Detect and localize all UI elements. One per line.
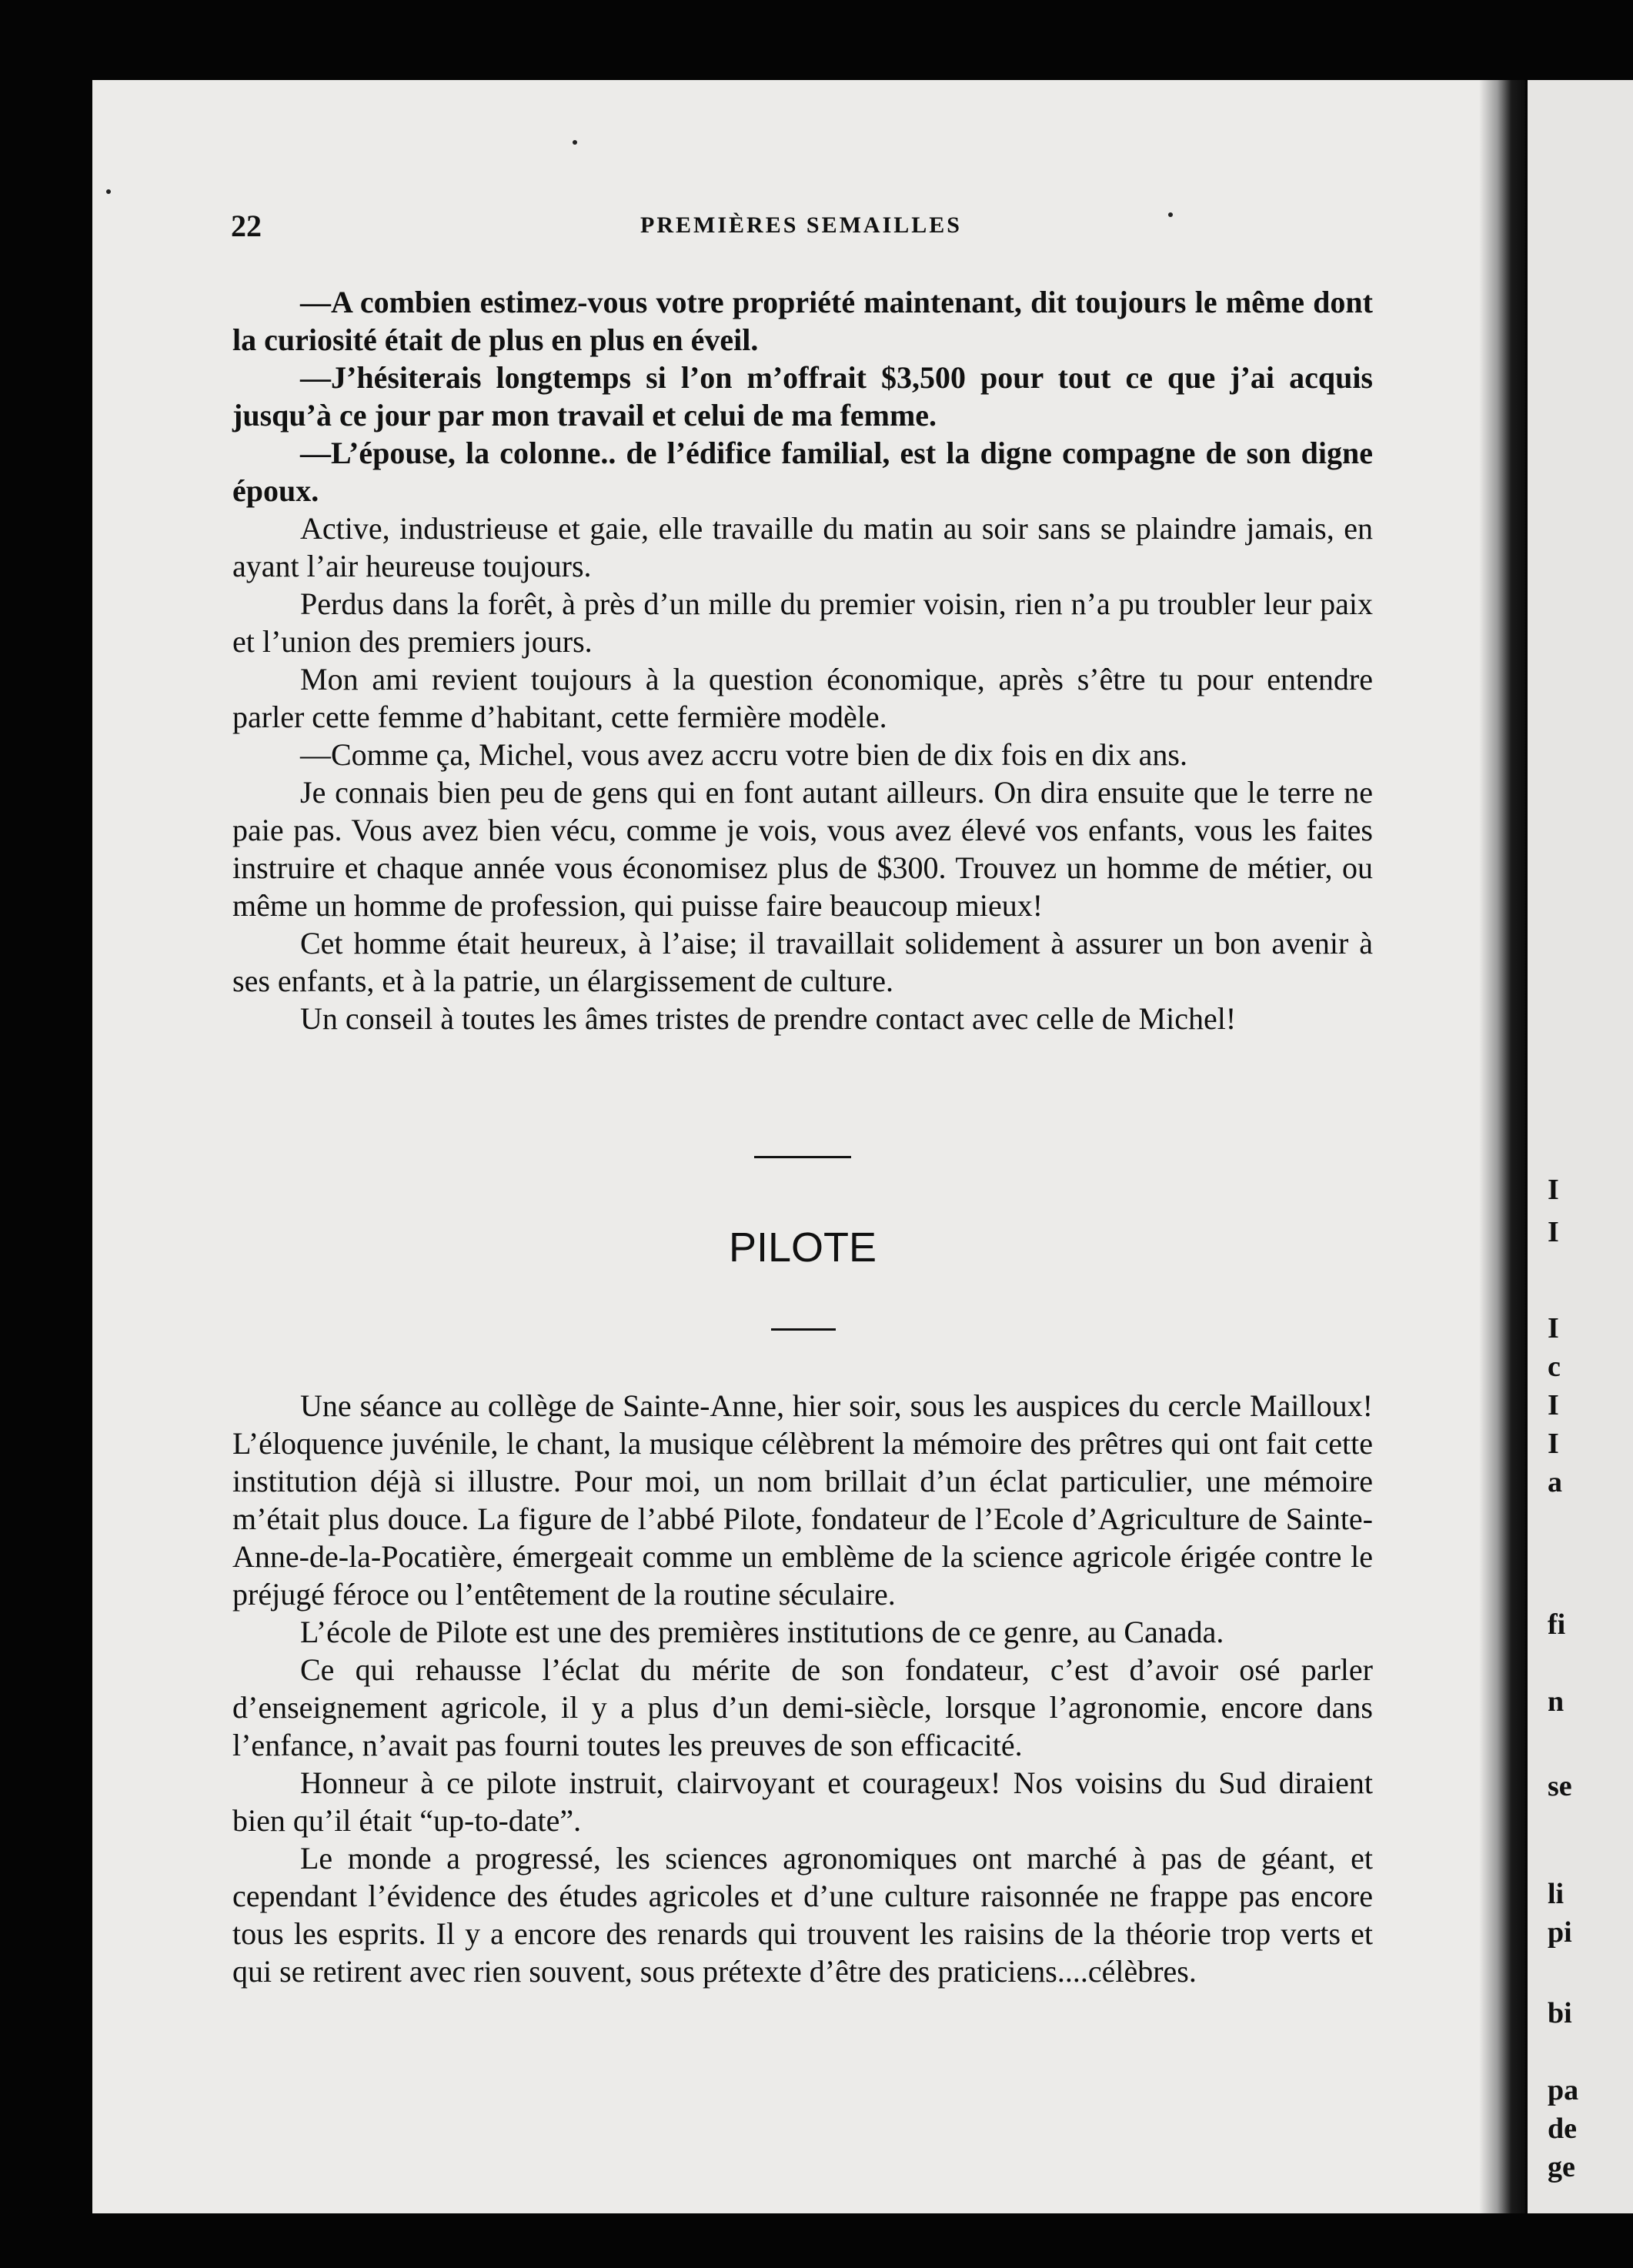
- fragment: pa: [1548, 2074, 1579, 2106]
- fragment: bi: [1548, 1997, 1572, 2029]
- paragraph: Mon ami revient toujours à la question économique, après s’être tu pour entendre parler cette femme d’habitant, cette fermière modèle.: [232, 662, 1373, 734]
- fragment: I: [1548, 1428, 1559, 1460]
- fragment: I: [1548, 1216, 1559, 1248]
- paragraph: —Comme ça, Michel, vous avez accru votre bien de dix fois en dix ans.: [300, 737, 1187, 772]
- running-header: [231, 208, 1371, 246]
- fragment: pi: [1548, 1916, 1572, 1949]
- speck: [573, 140, 577, 145]
- fragment: ge: [1548, 2151, 1575, 2183]
- book-spine: [1479, 80, 1525, 2213]
- paragraph: —L’épouse, la colonne.. de l’édifice familial, est la digne compagne de son digne époux.: [232, 436, 1373, 508]
- paragraph: Active, industrieuse et gaie, elle travaille du matin au soir sans se plaindre jamais, en ayant l’air heureuse toujours.: [232, 511, 1373, 583]
- paragraph: Une séance au collège de Sainte-Anne, hier soir, sous les auspices du cercle Mailloux! L’éloquence juvénile, le chant, la musique célèbrent la mémoire des prêtres qui ont fait cette institution déjà si illustre. Pour moi, un nom brillait d’un éclat particulier, une mémoire m’était plus douce. La figure de l’abbé Pilote, fondateur de l’Ecole d’Agriculture de Sainte-Anne-de-la-Pocatière, émergeait comme un emblème de la science agricole érigée contre le préjugé féroce ou l’entêtement de la routine séculaire.: [232, 1388, 1373, 1612]
- running-title: PREMIÈRES SEMAILLES: [640, 212, 962, 238]
- paragraph: —A combien estimez-vous votre propriété maintenant, dit toujours le même dont la curiosité était de plus en plus en éveil.: [232, 285, 1373, 357]
- paragraph: —J’hésiterais longtemps si l’on m’offrait $3,500 pour tout ce que j’ai acquis jusqu’à ce jour par mon travail et celui de ma femme.: [232, 360, 1373, 433]
- section-1-body: [232, 283, 1373, 1037]
- speck: [106, 189, 111, 194]
- separator-rule: [754, 1156, 851, 1158]
- paragraph: L’école de Pilote est une des premières institutions de ce genre, au Canada.: [300, 1615, 1224, 1649]
- facing-page-edge: [1528, 80, 1633, 2213]
- paragraph: Un conseil à toutes les âmes tristes de prendre contact avec celle de Michel!: [300, 1001, 1237, 1036]
- paragraph: Cet homme était heureux, à l’aise; il travaillait solidement à assurer un bon avenir à ses enfants, et à la patrie, un élargissement de culture.: [232, 926, 1373, 998]
- fragment: se: [1548, 1770, 1572, 1802]
- paragraph: Honneur à ce pilote instruit, clairvoyant et courageux! Nos voisins du Sud diraient bien qu’il était “up-to-date”.: [232, 1765, 1373, 1838]
- fragment: a: [1548, 1466, 1562, 1498]
- page-number: 22: [231, 209, 262, 243]
- separator-rule: [771, 1328, 836, 1331]
- section-2-body: [232, 1387, 1373, 1990]
- fragment: I: [1548, 1174, 1559, 1206]
- paragraph: Le monde a progressé, les sciences agronomiques ont marché à pas de géant, et cependant l’évidence des études agricoles et d’une culture raisonnée ne frappe pas encore tous les esprits. Il y a encore des renards qui trouvent les raisins de la théorie trop verts et qui se retirent avec rien souvent, sous prétexte d’être des praticiens....célèbres.: [232, 1841, 1373, 1989]
- paragraph: Ce qui rehausse l’éclat du mérite de son fondateur, c’est d’avoir osé parler d’enseignement agricole, il y a plus d’un demi-siècle, lorsque l’agronomie, encore dans l’enfance, n’avait pas fourni toutes les preuves de son efficacité.: [232, 1652, 1373, 1762]
- fragment: de: [1548, 2113, 1577, 2145]
- fragment: c: [1548, 1351, 1561, 1383]
- section-title: PILOTE: [728, 1224, 877, 1271]
- paragraph: Je connais bien peu de gens qui en font autant ailleurs. On dira ensuite que le terre ne paie pas. Vous avez bien vécu, comme je vois, vous avez élevé vos enfants, vous les faites instruire et chaque année vous économisez plus de $300. Trouvez un homme de métier, ou même un homme de profession, qui puisse faire beaucoup mieux!: [232, 775, 1373, 923]
- fragment: n: [1548, 1685, 1565, 1718]
- fragment: I: [1548, 1389, 1559, 1421]
- fragment: I: [1548, 1312, 1559, 1344]
- paragraph: Perdus dans la forêt, à près d’un mille du premier voisin, rien n’a pu troubler leur paix et l’union des premiers jours.: [232, 586, 1373, 659]
- fragment: fi: [1548, 1608, 1566, 1641]
- fragment: li: [1548, 1878, 1565, 1910]
